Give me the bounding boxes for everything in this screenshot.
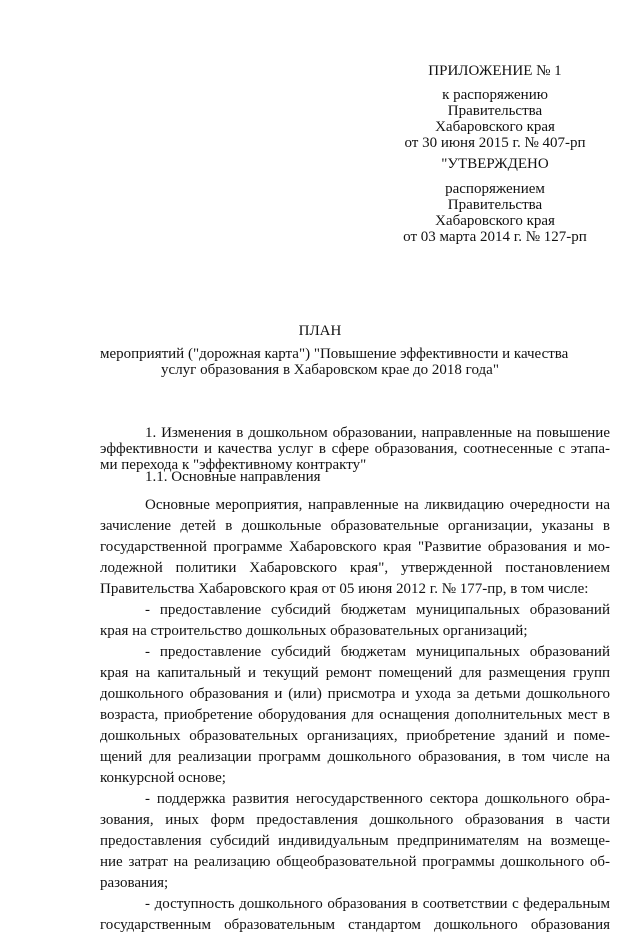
appendix-line: к распоряжению xyxy=(442,87,548,103)
approved-line: Хабаровского края xyxy=(435,213,555,229)
body-line: зования, иных форм предоставления дошкольного образования в части xyxy=(100,812,610,828)
body-line: зачисление детей в дошкольные образовательные организации, указаны в xyxy=(100,518,610,534)
body-line: конкурсной основе; xyxy=(100,770,226,786)
appendix-title: ПРИЛОЖЕНИЕ № 1 xyxy=(428,63,562,79)
body-text xyxy=(100,495,610,936)
body-line: - поддержка развития негосударственного сектора дошкольного обра- xyxy=(145,791,610,807)
section-heading-line: ми перехода к "эффективному контракту" xyxy=(100,457,367,473)
approved-header xyxy=(380,156,610,245)
body-line: - предоставление субсидий бюджетам муниципальных образований xyxy=(145,644,610,660)
body-line: щений для реализации программ дошкольного образования, в том числе на xyxy=(100,749,610,765)
body-line: государственным образовательным стандартом дошкольного образования xyxy=(100,917,610,933)
approved-title: "УТВЕРЖДЕНО xyxy=(441,156,549,172)
appendix-line: Хабаровского края xyxy=(435,119,555,135)
approved-line: Правительства xyxy=(447,197,543,213)
body-line: Правительства Хабаровского края от 05 июня 2012 г. № 177-пр, в том числе: xyxy=(100,581,589,597)
body-line: - доступность дошкольного образования в соответствии с федеральным xyxy=(145,896,610,912)
body-line: предоставления субсидий индивидуальным предпринимателям на возмеще- xyxy=(100,833,610,849)
body-line: - предоставление субсидий бюджетам муниципальных образований xyxy=(145,602,610,618)
approved-line: от 03 марта 2014 г. № 127-рп xyxy=(403,229,587,245)
appendix-line: Правительства xyxy=(447,103,543,119)
body-line: разования; xyxy=(100,875,169,891)
plan-subtitle xyxy=(100,346,569,378)
body-line: края на капитальный и текущий ремонт помещений для размещения групп xyxy=(100,665,610,681)
section-heading-1 xyxy=(100,425,610,473)
body-line: ние затрат на реализацию общеобразовательной программы дошкольного об- xyxy=(100,854,610,870)
body-line: возраста, приобретение оборудования для оснащения дополнительных мест в xyxy=(100,707,610,723)
appendix-line: от 30 июня 2015 г. № 407-рп xyxy=(404,135,586,151)
section-heading-line: эффективности и качества услуг в сфере образования, соотнесенные с этапа- xyxy=(100,441,610,457)
body-line: лодежной политики Хабаровского края", утвержденной постановлением xyxy=(100,560,610,576)
plan-subtitle-line: услуг образования в Хабаровском крае до 2018 года" xyxy=(161,362,499,378)
plan-subtitle-line: мероприятий ("дорожная карта") "Повышение эффективности и качества xyxy=(100,346,569,362)
approved-line: распоряжением xyxy=(445,181,545,197)
plan-title: ПЛАН xyxy=(298,323,342,339)
body-line: дошкольных образовательных организациях, приобретение зданий и поме- xyxy=(100,728,610,744)
appendix-header xyxy=(380,63,610,151)
body-line: края на строительство дошкольных образовательных организаций; xyxy=(100,623,528,639)
section-heading-line: 1. Изменения в дошкольном образовании, направленные на повышение xyxy=(145,425,610,441)
body-line: государственной программе Хабаровского края "Развитие образования и мо- xyxy=(100,539,610,555)
body-line: дошкольного образования и (или) присмотра и ухода за детьми дошкольного xyxy=(100,686,610,702)
subsection-heading: 1.1. Основные направления xyxy=(145,469,321,485)
body-line: Основные мероприятия, направленные на ликвидацию очередности на xyxy=(145,497,610,513)
